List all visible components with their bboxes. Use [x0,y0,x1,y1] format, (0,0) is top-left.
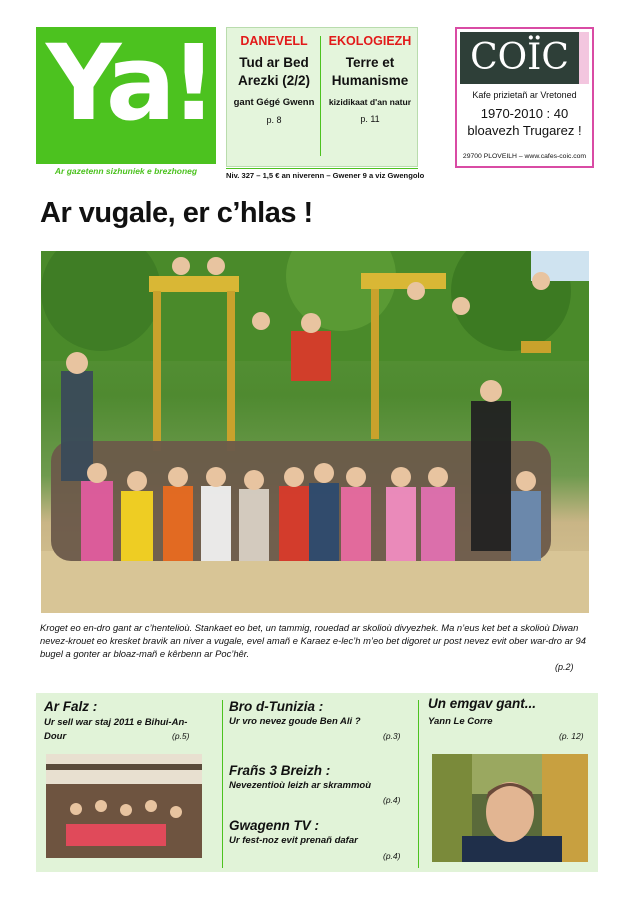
frans3-heading[interactable]: Frañs 3 Breizh : [229,763,331,778]
portrait-illustration [432,754,588,862]
tunizia-page: (p.3) [383,731,401,741]
main-headline: Ar vugale, er c’hlas ! [40,197,313,229]
frans3-page: (p.4) [383,795,401,805]
tunizia-heading[interactable]: Bro d-Tunizia : [229,699,324,714]
photo-caption: Kroget eo en-dro gant ar c’hentelioù. Stankaet eo bet, un tammig, rouedad ar skolioù divyezhek. Ma n’eus ket bet a skolioù Diwan nevez-krouet eo kresket bravik an niver a vugale, evel amañ e Karaez e-lec’h m’eo bet digoret ur post nevez evit ober war-dro ar 94 bugel a gonter ar bloaz-mañ e kêrbenn ar Poc’hêr. [40,622,586,659]
tunizia-subtitle: Ur vro nevez goude Ben Ali ? [229,716,361,727]
ad-decor-strip [579,32,589,84]
falz-heading[interactable]: Ar Falz : [44,699,98,714]
band-divider [418,700,419,868]
teaser-danevell[interactable] [230,34,318,125]
band-divider [222,700,223,868]
teaser-category: DANEVELL [240,34,308,48]
falz-photo [46,754,202,858]
frans3-subtitle: Nevezentioù leizh ar skrammoù [229,780,372,791]
gwagenn-page: (p.4) [383,851,401,861]
falz-photo-illustration [46,754,202,858]
teaser-ekologiezh[interactable] [324,34,416,124]
masthead-tagline: Ar gazetenn sizhuniek e brezhoneg [54,166,198,176]
ad-address: 29700 PLOVEILH – www.cafes-coic.com [462,153,587,160]
ad-brand-logo: COÏC [460,32,579,84]
teaser-divider [320,36,321,156]
emgav-heading[interactable]: Un emgav gant... [428,696,537,711]
ya-logo [36,22,216,164]
yann-le-corre-photo [432,754,588,862]
teaser-title: Tud ar Bed Arezki (2/2) [237,55,311,89]
teaser-subtitle: gant Gégé Gwenn [233,97,315,109]
teaser-page: p. 11 [360,114,380,125]
emgav-page: (p. 12) [559,731,584,741]
gwagenn-subtitle: Ur fest-noz evit prenañ dafar [229,835,358,846]
gwagenn-heading[interactable]: Gwagenn TV : [229,818,320,833]
coic-advert[interactable] [455,27,594,168]
class-photo-illustration [41,251,589,613]
falz-subtitle: Ur sell war staj 2011 e Bihui-An-Dour [44,717,188,742]
class-photo [41,251,589,613]
teaser-page: p. 8 [266,115,282,126]
ad-slogan: Kafe prizietañ ar Vretoned [472,90,577,100]
teaser-title: Terre et Humanisme [331,55,409,89]
issue-line: Niv. 327 – 1,5 € an niverenn – Gwener 9 a viz Gwengolo [226,168,418,180]
ad-anniversary: 1970-2010 : 40 bloavezh Trugarez ! [467,106,582,138]
caption-page-ref: (p.2) [555,662,574,672]
logo-wordmark: Ya! [46,22,212,144]
teaser-category: EKOLOGIEZH [328,34,412,48]
falz-page: (p.5) [172,731,190,741]
teaser-subtitle: kizidikaat d'an natur [328,97,412,108]
emgav-subtitle: Yann Le Corre [428,716,493,727]
